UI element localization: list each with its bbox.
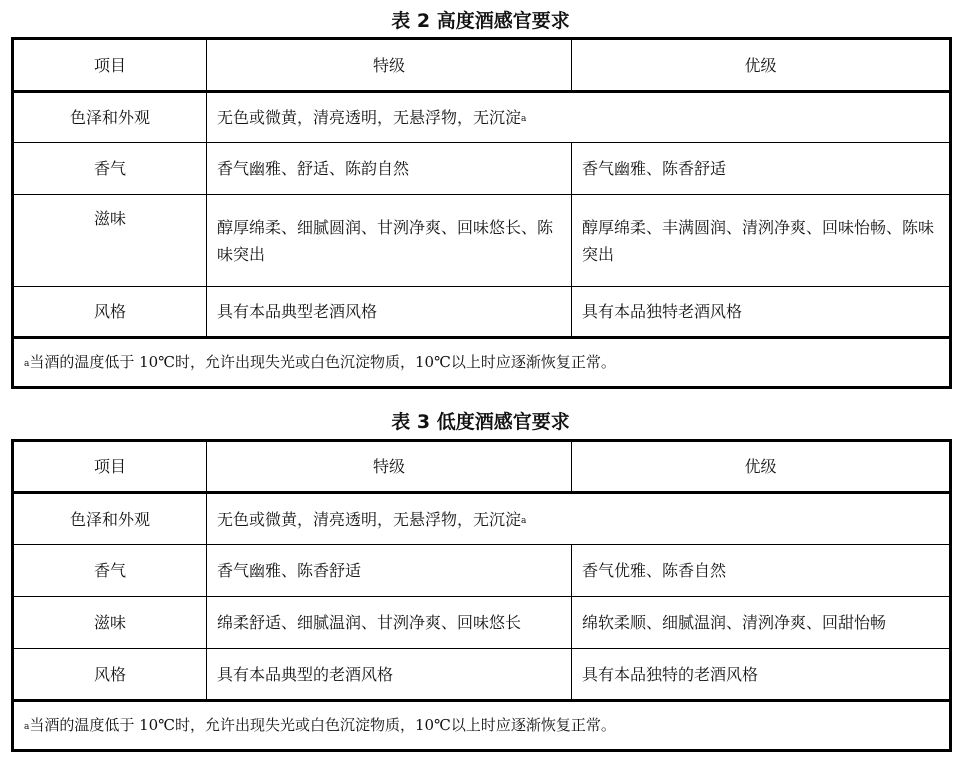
table-row [13, 597, 951, 649]
row-item: 风格 [13, 649, 207, 701]
row-superior-value: 香气优雅、陈香自然 [572, 545, 951, 597]
footnote-marker: a [24, 722, 30, 732]
row-superior-value: 具有本品独特老酒风格 [572, 287, 951, 338]
row-item: 香气 [13, 545, 207, 597]
footnote-marker: a [521, 114, 527, 124]
table-row [13, 92, 951, 143]
header-superior-grade: 优级 [572, 39, 951, 92]
row-superior-value: 具有本品独特的老酒风格 [572, 649, 951, 701]
table-row [13, 545, 951, 597]
row-special-value: 香气幽雅、陈香舒适 [207, 545, 572, 597]
table2-header-row [13, 39, 951, 92]
row-item: 风格 [13, 287, 207, 338]
footnote-marker: a [24, 359, 30, 369]
row-merged-value: 无色或微黄，清亮透明，无悬浮物，无沉淀$^a$ [207, 92, 951, 143]
row-item: 香气 [13, 143, 207, 195]
header-item: 项目 [13, 39, 207, 92]
row-special-value: 醇厚绵柔、细腻圆润、甘洌净爽、回味悠长、陈味突出 [207, 195, 572, 287]
row-special-value: 香气幽雅、舒适、陈韵自然 [207, 143, 572, 195]
row-superior-value: 绵软柔顺、细腻温润、清洌净爽、回甜怡畅 [572, 597, 951, 649]
footnote-marker: a [521, 515, 527, 526]
row-item: 滋味 [13, 597, 207, 649]
row-superior-value: 香气幽雅、陈香舒适 [572, 143, 951, 195]
table2-footnote: $^a$当酒的温度低于 10℃时，允许出现失光或白色沉淀物质，10℃以上时应逐渐恢复正常。 [13, 338, 951, 388]
table-row [13, 287, 951, 338]
table3-footnote: $^a$当酒的温度低于 10℃时，允许出现失光或白色沉淀物质，10℃以上时应逐渐恢复正常。 [13, 701, 951, 751]
header-superior-grade: 优级 [572, 441, 951, 493]
row-superior-value: 醇厚绵柔、丰满圆润、清洌净爽、回味怡畅、陈味突出 [572, 195, 951, 287]
row-special-value: 绵柔舒适、细腻温润、甘洌净爽、回味悠长 [207, 597, 572, 649]
table2-footnote-row [13, 338, 951, 388]
table3-footnote-row [13, 701, 951, 751]
header-special-grade: 特级 [207, 441, 572, 493]
table-row [13, 143, 951, 195]
table3 [11, 439, 952, 752]
header-special-grade: 特级 [207, 39, 572, 92]
row-merged-value: 无色或微黄，清亮透明，无悬浮物，无沉淀$^a$ [207, 493, 951, 545]
row-special-value: 具有本品典型老酒风格 [207, 287, 572, 338]
table2 [11, 37, 952, 389]
row-item: 滋味 [13, 195, 207, 287]
table-row [13, 195, 951, 287]
table2-title: 表 2 高度酒感官要求 [391, 10, 570, 32]
table3-title: 表 3 低度酒感官要求 [391, 411, 570, 433]
table3-header-row [13, 441, 951, 493]
table-row [13, 649, 951, 701]
row-special-value: 具有本品典型的老酒风格 [207, 649, 572, 701]
row-item: 色泽和外观 [13, 92, 207, 143]
row-item: 色泽和外观 [13, 493, 207, 545]
table-row [13, 493, 951, 545]
header-item: 项目 [13, 441, 207, 493]
